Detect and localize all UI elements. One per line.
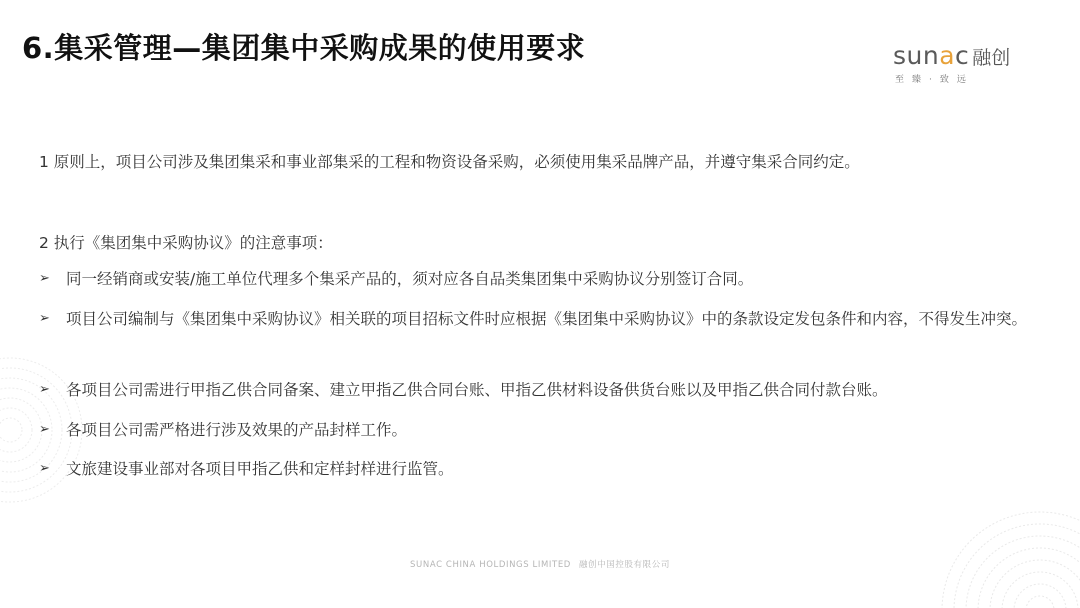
list-item-text: 同一经销商或安装/施工单位代理多个集采产品的，须对应各自品类集团集中采购协议分别签订合同。 bbox=[66, 270, 754, 288]
paragraph-principle: 1 原则上，项目公司涉及集团集采和事业部集采的工程和物资设备采购，必须使用集采品牌产品，并遵守集采合同约定。 bbox=[39, 153, 860, 171]
list-item bbox=[39, 413, 1029, 447]
concentric-circles-decoration-right bbox=[930, 500, 1080, 608]
footer-chinese-name: 融创中国控股有限公司 bbox=[578, 560, 670, 570]
list-item-text: 项目公司编制与《集团集中采购协议》相关联的项目招标文件时应根据《集团集中采购协议》中的条款设定发包条件和内容，不得发生冲突。 bbox=[66, 310, 1028, 328]
list-item bbox=[39, 262, 1029, 296]
list-item bbox=[39, 452, 1029, 486]
footer-company-name bbox=[0, 558, 1080, 570]
brand-logo bbox=[893, 41, 1023, 87]
footer-english-name: SUNAC CHINA HOLDINGS LIMITED bbox=[410, 560, 571, 570]
page-title: 6.集采管理—集团集中采购成果的使用要求 bbox=[22, 31, 586, 65]
list-item bbox=[39, 373, 1029, 407]
logo-chinese-name: 融创 bbox=[972, 47, 1011, 69]
arrow-bullet-icon: ➢ bbox=[39, 382, 50, 397]
arrow-bullet-icon: ➢ bbox=[39, 311, 50, 326]
logo-mark bbox=[893, 41, 1010, 70]
logo-wordmark: sunac bbox=[893, 41, 970, 70]
list-item bbox=[39, 302, 1029, 336]
paragraph-notes-heading: 2 执行《集团集中采购协议》的注意事项： bbox=[39, 234, 333, 252]
arrow-bullet-icon: ➢ bbox=[39, 271, 50, 286]
list-item-text: 文旅建设事业部对各项目甲指乙供和定样封样进行监管。 bbox=[66, 460, 454, 478]
arrow-bullet-icon: ➢ bbox=[39, 461, 50, 476]
arrow-bullet-icon: ➢ bbox=[39, 422, 50, 437]
list-item-text: 各项目公司需严格进行涉及效果的产品封样工作。 bbox=[66, 421, 408, 439]
logo-tagline: 至臻·致远 bbox=[895, 75, 974, 85]
list-item-text: 各项目公司需进行甲指乙供合同备案、建立甲指乙供合同台账、甲指乙供材料设备供货台账以及甲指乙供合同付款台账。 bbox=[66, 381, 888, 399]
